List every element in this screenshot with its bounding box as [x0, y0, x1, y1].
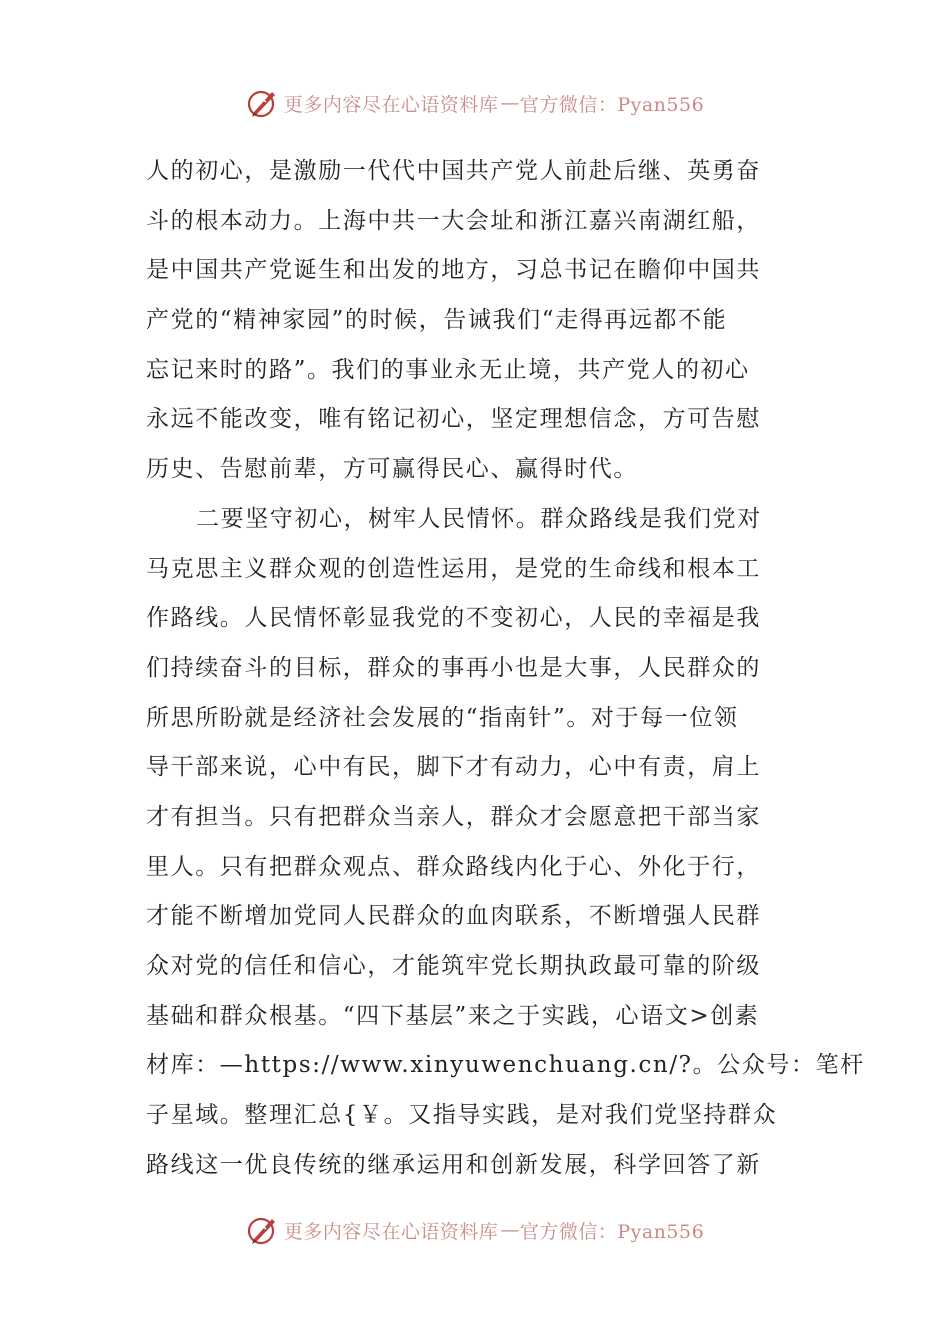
pen-logo-icon — [246, 86, 280, 120]
text-line: 导干部来说，心中有民，脚下才有动力，心中有责，肩上 — [146, 754, 761, 781]
text-line: 才有担当。只有把群众当亲人，群众才会愿意把干部当家 — [146, 803, 761, 830]
text-line: 是中国共产党诞生和出发的地方，习总书记在瞻仰中国共 — [146, 257, 761, 284]
text-line: 材库：—https://www.xinyuwenchuang.cn/?。公众号：笔杆 — [146, 1052, 865, 1079]
header-banner — [0, 83, 950, 123]
text-line: 路线这一优良传统的继承运用和创新发展，科学回答了新 — [146, 1151, 761, 1178]
text-line: 们持续奋斗的目标，群众的事再小也是大事，人民群众的 — [146, 654, 761, 681]
text-line: 永远不能改变，唯有铭记初心，坚定理想信念，方可告慰 — [146, 406, 761, 433]
footer-banner — [0, 1210, 950, 1250]
text-line: 里人。只有把群众观点、群众路线内化于心、外化于行， — [146, 853, 761, 880]
header-dash: — — [500, 92, 520, 114]
text-line: 作路线。人民情怀彰显我党的不变初心，人民的幸福是我 — [146, 605, 761, 632]
footer-text: 更多内容尽在心语资料库 — [283, 1220, 499, 1243]
body-text — [146, 147, 865, 1190]
text-line: 众对党的信任和信心，才能筑牢党长期执政最可靠的阶级 — [146, 953, 761, 979]
footer-suffix: 官方微信：Pyan556 — [519, 1220, 705, 1243]
text-line: 子星域。整理汇总{￥。又指导实践，是对我们党坚持群众 — [146, 1102, 778, 1129]
text-line: 所思所盼就是经济社会发展的“指南针”。对于每一位领 — [146, 704, 739, 731]
text-line: 斗的根本动力。上海中共一大会址和浙江嘉兴南湖红船， — [146, 207, 761, 234]
text-line: 产党的“精神家园”的时候，告诫我们“走得再远都不能 — [146, 307, 728, 334]
header-suffix: 官方微信：Pyan556 — [519, 93, 705, 116]
text-line: 人的初心，是激励一代代中国共产党人前赴后继、英勇奋 — [146, 158, 761, 184]
header-text: 更多内容尽在心语资料库 — [283, 93, 499, 116]
text-line: 历史、告慰前辈，方可赢得民心、赢得时代。 — [146, 456, 638, 483]
text-line: 基础和群众根基。“四下基层”来之于实践，心语文>创素 — [146, 1002, 760, 1029]
pen-logo-icon — [246, 1213, 280, 1247]
footer-dash: — — [500, 1219, 520, 1241]
text-line: 忘记来时的路”。我们的事业永无止境，共产党人的初心 — [146, 356, 750, 383]
text-line: 才能不断增加党同人民群众的血肉联系，不断增强人民群 — [146, 903, 761, 930]
text-line: 马克思主义群众观的创造性运用，是党的生命线和根本工 — [146, 555, 761, 582]
text-line: 二要坚守初心，树牢人民情怀。群众路线是我们党对 — [196, 505, 762, 532]
